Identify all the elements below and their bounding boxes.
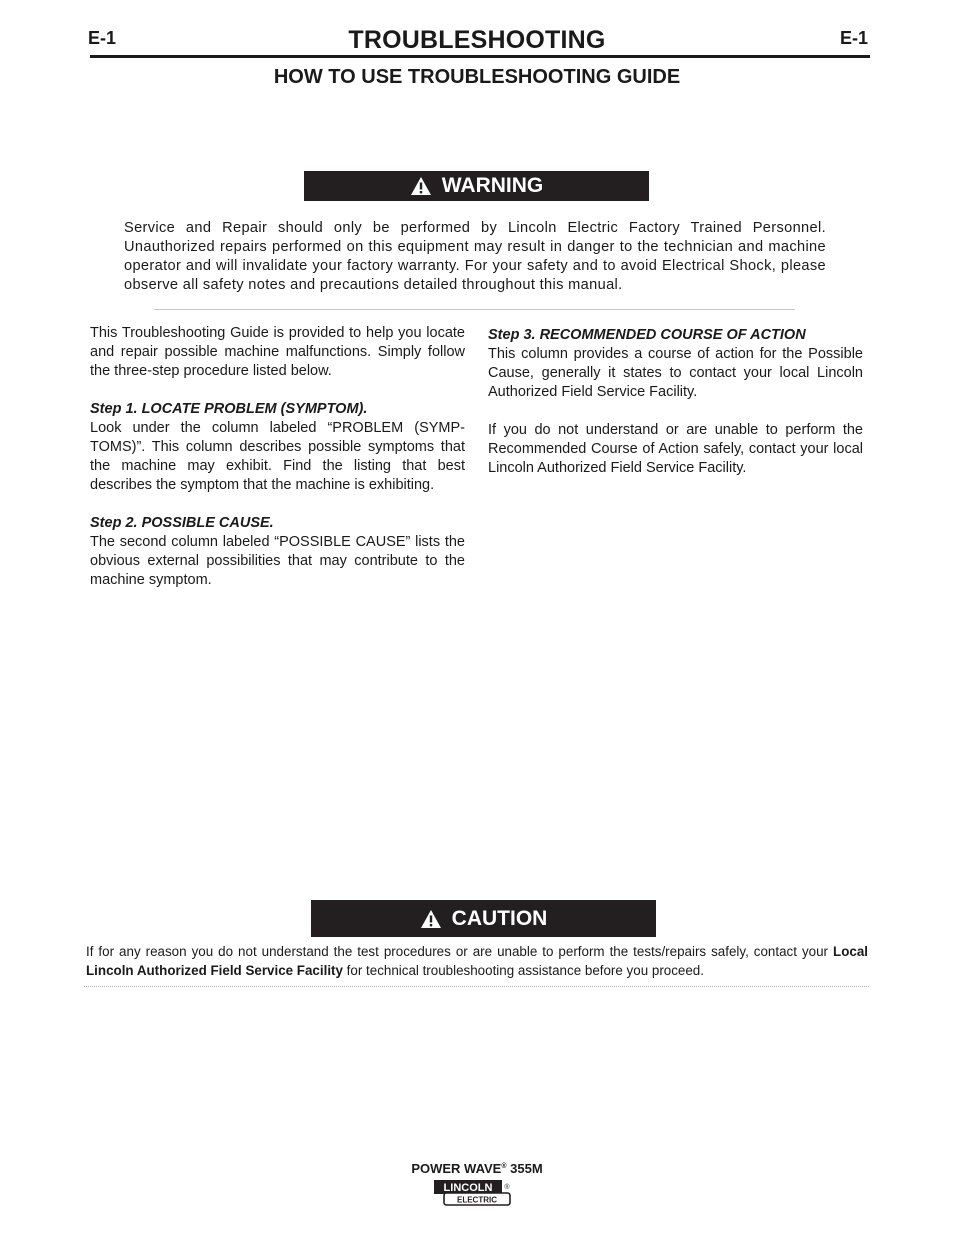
warning-text: Service and Repair should only be performed by Lincoln Electric Factory Trained Personnel. Unauthorized repairs performed on this equipment may result in danger to the technician and machine operator and will invalidate your factory warranty. For your safety and to avoid Electrical Shock, please observe all safety notes and precautions detailed throughout this manual. bbox=[124, 220, 826, 293]
page-code-left: E-1 bbox=[88, 28, 117, 48]
product-name bbox=[0, 1161, 954, 1176]
logo-registered-mark: ® bbox=[504, 1184, 510, 1191]
page-title: TROUBLESHOOTING bbox=[348, 26, 606, 54]
warning-banner bbox=[304, 171, 649, 201]
warning-triangle-icon bbox=[410, 176, 432, 196]
registered-mark: ® bbox=[501, 1163, 507, 1170]
caution-text-end: for technical troubleshooting assistance before you proceed. bbox=[342, 963, 704, 978]
step1-text: Look under the column labeled “PROBLEM (SYMP-TOMS)”. This column describes possible symptoms that the machine may exhibit. Find the listing that best describes the symptom that the machine is exhibiting. bbox=[90, 420, 465, 493]
logo-top-text: LINCOLN bbox=[443, 1182, 493, 1194]
page-code-right: E-1 bbox=[840, 28, 869, 48]
step2-text: The second column labeled “POSSIBLE CAUSE” lists the obvious external possibilities that may contribute to the machine symptom. bbox=[90, 534, 465, 588]
step1-heading: Step 1. LOCATE PROBLEM (SYMPTOM). bbox=[90, 401, 368, 417]
caution-text bbox=[86, 942, 868, 980]
caution-text-start: If for any reason you do not understand the test procedures or are unable to perform the tests/repairs safely, contact your bbox=[86, 944, 834, 959]
section-divider bbox=[154, 309, 795, 310]
section-subtitle: HOW TO USE TROUBLESHOOTING GUIDE bbox=[273, 66, 681, 88]
intro-paragraph: This Troubleshooting Guide is provided to help you locate and repair possible machine malfunctions. Simply follow the three-step procedure listed below. bbox=[90, 325, 465, 379]
caution-label: CAUTION bbox=[451, 906, 548, 930]
caution-banner bbox=[311, 900, 656, 937]
warning-label: WARNING bbox=[441, 174, 544, 197]
logo-bottom-text: ELECTRIC bbox=[457, 1195, 497, 1205]
caution-divider bbox=[84, 986, 869, 987]
right-column bbox=[488, 326, 863, 478]
left-column bbox=[90, 324, 465, 590]
caution-text-bold: Local Lincoln Authorized Field Service Facility bbox=[86, 944, 868, 978]
product-brand: POWER WAVE bbox=[411, 1161, 502, 1176]
step3-text: This column provides a course of action for the Possible Cause, generally it states to contact your local Lincoln Authorized Field Service Facility. bbox=[488, 346, 863, 400]
warning-triangle-icon bbox=[420, 909, 442, 929]
lincoln-electric-logo bbox=[433, 1179, 513, 1207]
step3-heading: Step 3. RECOMMENDED COURSE OF ACTION bbox=[488, 327, 806, 343]
note-paragraph: If you do not understand or are unable to perform the Recommended Course of Action safely, contact your local Lincoln Authorized Field Service Facility. bbox=[488, 422, 863, 476]
step2-heading: Step 2. POSSIBLE CAUSE. bbox=[90, 515, 274, 531]
product-model: 355M bbox=[510, 1161, 543, 1176]
header-rule bbox=[90, 55, 870, 58]
